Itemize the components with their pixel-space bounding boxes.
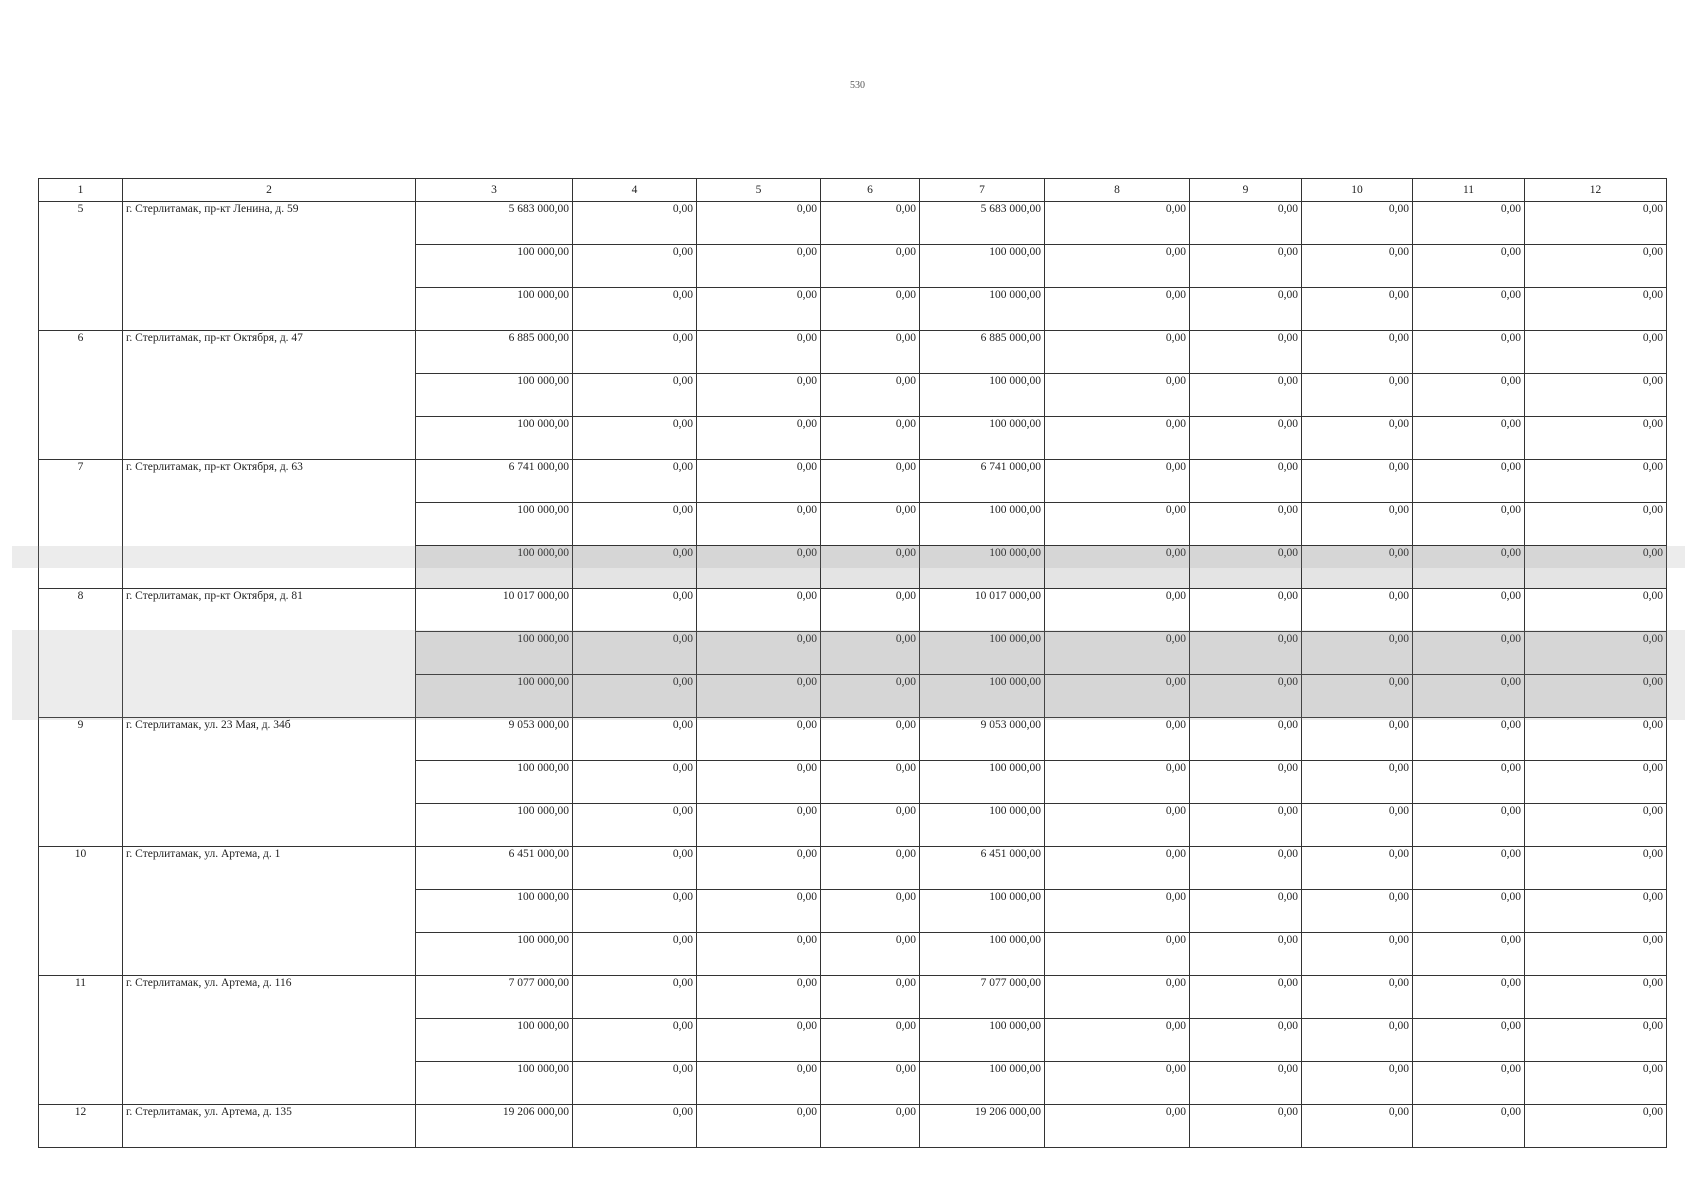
amount-cell: 0,00 <box>573 202 697 245</box>
amount-cell: 100 000,00 <box>920 890 1045 933</box>
amount-cell: 0,00 <box>1045 288 1190 331</box>
row-address: г. Стерлитамак, пр-кт Октября, д. 47 <box>123 331 416 460</box>
amount-cell: 100 000,00 <box>416 890 573 933</box>
amount-cell: 0,00 <box>1045 761 1190 804</box>
column-header-3: 3 <box>416 179 573 202</box>
amount-cell: 0,00 <box>1302 288 1413 331</box>
amount-cell: 100 000,00 <box>920 503 1045 546</box>
table-row <box>39 589 1667 632</box>
amount-cell: 0,00 <box>697 245 821 288</box>
amount-cell: 0,00 <box>1413 933 1525 976</box>
amount-cell: 0,00 <box>1525 890 1667 933</box>
amount-cell: 100 000,00 <box>416 1062 573 1105</box>
amount-cell: 0,00 <box>1190 847 1302 890</box>
amount-cell: 100 000,00 <box>920 546 1045 589</box>
amount-cell: 100 000,00 <box>416 288 573 331</box>
amount-cell: 0,00 <box>1413 245 1525 288</box>
amount-cell: 0,00 <box>697 546 821 589</box>
amount-cell: 0,00 <box>821 847 920 890</box>
amount-cell: 0,00 <box>1190 202 1302 245</box>
row-index: 11 <box>39 976 123 1105</box>
amount-cell: 0,00 <box>1302 245 1413 288</box>
column-header-5: 5 <box>697 179 821 202</box>
amount-cell: 0,00 <box>1525 589 1667 632</box>
column-header-4: 4 <box>573 179 697 202</box>
header-row <box>39 179 1667 202</box>
amount-cell: 19 206 000,00 <box>920 1105 1045 1148</box>
amount-cell: 0,00 <box>1302 847 1413 890</box>
amount-cell: 0,00 <box>1045 976 1190 1019</box>
amount-cell: 0,00 <box>697 847 821 890</box>
amount-cell: 0,00 <box>1525 976 1667 1019</box>
amount-cell: 0,00 <box>1190 417 1302 460</box>
amount-cell: 0,00 <box>1190 976 1302 1019</box>
amount-cell: 100 000,00 <box>920 1062 1045 1105</box>
amount-cell: 0,00 <box>573 847 697 890</box>
amount-cell: 0,00 <box>1190 1105 1302 1148</box>
amount-cell: 10 017 000,00 <box>416 589 573 632</box>
amount-cell: 0,00 <box>573 718 697 761</box>
amount-cell: 0,00 <box>1190 761 1302 804</box>
amount-cell: 100 000,00 <box>416 503 573 546</box>
amount-cell: 100 000,00 <box>416 761 573 804</box>
amount-cell: 6 885 000,00 <box>416 331 573 374</box>
amount-cell: 0,00 <box>573 976 697 1019</box>
amount-cell: 0,00 <box>1302 1019 1413 1062</box>
amount-cell: 0,00 <box>697 675 821 718</box>
row-address: г. Стерлитамак, ул. Артема, д. 135 <box>123 1105 416 1148</box>
amount-cell: 0,00 <box>573 761 697 804</box>
row-index: 12 <box>39 1105 123 1148</box>
amount-cell: 0,00 <box>1045 546 1190 589</box>
amount-cell: 0,00 <box>1302 417 1413 460</box>
amount-cell: 0,00 <box>573 804 697 847</box>
amount-cell: 5 683 000,00 <box>416 202 573 245</box>
amount-cell: 6 741 000,00 <box>416 460 573 503</box>
amount-cell: 0,00 <box>1190 1062 1302 1105</box>
amount-cell: 0,00 <box>1525 933 1667 976</box>
amount-cell: 0,00 <box>821 1019 920 1062</box>
amount-cell: 0,00 <box>697 589 821 632</box>
amount-cell: 0,00 <box>1190 331 1302 374</box>
amount-cell: 6 741 000,00 <box>920 460 1045 503</box>
amount-cell: 9 053 000,00 <box>920 718 1045 761</box>
column-header-7: 7 <box>920 179 1045 202</box>
amount-cell: 0,00 <box>1413 675 1525 718</box>
amount-cell: 0,00 <box>1525 761 1667 804</box>
amount-cell: 0,00 <box>1190 933 1302 976</box>
amount-cell: 0,00 <box>573 460 697 503</box>
table-row <box>39 202 1667 245</box>
amount-cell: 0,00 <box>1045 1062 1190 1105</box>
amount-cell: 0,00 <box>573 632 697 675</box>
amount-cell: 100 000,00 <box>920 804 1045 847</box>
amount-cell: 100 000,00 <box>920 675 1045 718</box>
amount-cell: 0,00 <box>1045 417 1190 460</box>
row-index: 7 <box>39 460 123 589</box>
amount-cell: 0,00 <box>1302 718 1413 761</box>
amount-cell: 0,00 <box>1045 460 1190 503</box>
amount-cell: 0,00 <box>821 589 920 632</box>
amount-cell: 0,00 <box>821 933 920 976</box>
amount-cell: 100 000,00 <box>416 804 573 847</box>
column-header-8: 8 <box>1045 179 1190 202</box>
amount-cell: 0,00 <box>1525 460 1667 503</box>
amount-cell: 0,00 <box>697 331 821 374</box>
amount-cell: 19 206 000,00 <box>416 1105 573 1148</box>
table-row <box>39 460 1667 503</box>
amount-cell: 0,00 <box>821 245 920 288</box>
table-row <box>39 1105 1667 1148</box>
amount-cell: 0,00 <box>1413 804 1525 847</box>
amount-cell: 0,00 <box>1302 503 1413 546</box>
amount-cell: 0,00 <box>1190 589 1302 632</box>
amount-cell: 0,00 <box>1413 589 1525 632</box>
amount-cell: 100 000,00 <box>920 632 1045 675</box>
amount-cell: 0,00 <box>573 374 697 417</box>
amount-cell: 0,00 <box>1302 460 1413 503</box>
table-row <box>39 718 1667 761</box>
amount-cell: 0,00 <box>1525 374 1667 417</box>
amount-cell: 0,00 <box>1413 1019 1525 1062</box>
amount-cell: 0,00 <box>1302 890 1413 933</box>
row-address: г. Стерлитамак, пр-кт Октября, д. 81 <box>123 589 416 718</box>
amount-cell: 0,00 <box>1302 804 1413 847</box>
amount-cell: 0,00 <box>1045 1019 1190 1062</box>
amount-cell: 0,00 <box>1525 1105 1667 1148</box>
amount-cell: 0,00 <box>821 761 920 804</box>
amount-cell: 0,00 <box>1190 546 1302 589</box>
amount-cell: 0,00 <box>1302 632 1413 675</box>
amount-cell: 0,00 <box>697 202 821 245</box>
amount-cell: 0,00 <box>573 1019 697 1062</box>
amount-cell: 0,00 <box>821 1105 920 1148</box>
amount-cell: 0,00 <box>573 675 697 718</box>
amount-cell: 0,00 <box>573 890 697 933</box>
amount-cell: 0,00 <box>821 417 920 460</box>
row-address: г. Стерлитамак, ул. Артема, д. 1 <box>123 847 416 976</box>
amount-cell: 0,00 <box>1045 1105 1190 1148</box>
budget-table-wrapper <box>38 178 1666 1148</box>
amount-cell: 6 451 000,00 <box>416 847 573 890</box>
amount-cell: 0,00 <box>821 804 920 847</box>
amount-cell: 0,00 <box>1302 976 1413 1019</box>
amount-cell: 0,00 <box>1302 1105 1413 1148</box>
amount-cell: 0,00 <box>697 460 821 503</box>
table-row <box>39 976 1667 1019</box>
amount-cell: 0,00 <box>697 933 821 976</box>
amount-cell: 0,00 <box>821 331 920 374</box>
amount-cell: 0,00 <box>573 546 697 589</box>
column-header-1: 1 <box>39 179 123 202</box>
row-address: г. Стерлитамак, ул. 23 Мая, д. 34б <box>123 718 416 847</box>
table-row <box>39 847 1667 890</box>
amount-cell: 0,00 <box>1413 202 1525 245</box>
amount-cell: 0,00 <box>1190 288 1302 331</box>
amount-cell: 0,00 <box>1190 718 1302 761</box>
amount-cell: 100 000,00 <box>920 1019 1045 1062</box>
amount-cell: 0,00 <box>573 589 697 632</box>
amount-cell: 0,00 <box>1525 546 1667 589</box>
amount-cell: 100 000,00 <box>416 1019 573 1062</box>
row-index: 9 <box>39 718 123 847</box>
table-row <box>39 331 1667 374</box>
amount-cell: 0,00 <box>1413 632 1525 675</box>
amount-cell: 100 000,00 <box>416 632 573 675</box>
amount-cell: 0,00 <box>697 632 821 675</box>
amount-cell: 0,00 <box>1413 460 1525 503</box>
amount-cell: 5 683 000,00 <box>920 202 1045 245</box>
amount-cell: 0,00 <box>1190 890 1302 933</box>
amount-cell: 0,00 <box>697 804 821 847</box>
amount-cell: 0,00 <box>1525 632 1667 675</box>
row-index: 6 <box>39 331 123 460</box>
amount-cell: 0,00 <box>1413 761 1525 804</box>
amount-cell: 6 451 000,00 <box>920 847 1045 890</box>
amount-cell: 0,00 <box>697 890 821 933</box>
amount-cell: 0,00 <box>1413 374 1525 417</box>
amount-cell: 0,00 <box>1302 331 1413 374</box>
column-header-2: 2 <box>123 179 416 202</box>
amount-cell: 0,00 <box>1302 589 1413 632</box>
amount-cell: 0,00 <box>1045 331 1190 374</box>
amount-cell: 0,00 <box>1525 1019 1667 1062</box>
amount-cell: 0,00 <box>821 632 920 675</box>
amount-cell: 0,00 <box>1190 632 1302 675</box>
amount-cell: 0,00 <box>821 202 920 245</box>
amount-cell: 100 000,00 <box>416 245 573 288</box>
amount-cell: 0,00 <box>697 1062 821 1105</box>
amount-cell: 0,00 <box>1525 1062 1667 1105</box>
amount-cell: 0,00 <box>1525 718 1667 761</box>
amount-cell: 0,00 <box>1045 933 1190 976</box>
amount-cell: 0,00 <box>1525 202 1667 245</box>
amount-cell: 0,00 <box>1190 374 1302 417</box>
amount-cell: 0,00 <box>1045 675 1190 718</box>
row-address: г. Стерлитамак, ул. Артема, д. 116 <box>123 976 416 1105</box>
amount-cell: 0,00 <box>821 1062 920 1105</box>
amount-cell: 0,00 <box>1413 1105 1525 1148</box>
amount-cell: 0,00 <box>1190 503 1302 546</box>
amount-cell: 0,00 <box>1045 503 1190 546</box>
amount-cell: 0,00 <box>821 718 920 761</box>
amount-cell: 100 000,00 <box>920 761 1045 804</box>
amount-cell: 7 077 000,00 <box>416 976 573 1019</box>
amount-cell: 0,00 <box>697 374 821 417</box>
amount-cell: 0,00 <box>1525 417 1667 460</box>
amount-cell: 0,00 <box>1302 933 1413 976</box>
amount-cell: 0,00 <box>697 976 821 1019</box>
amount-cell: 0,00 <box>697 761 821 804</box>
amount-cell: 0,00 <box>1045 847 1190 890</box>
amount-cell: 0,00 <box>1190 460 1302 503</box>
amount-cell: 0,00 <box>1525 503 1667 546</box>
amount-cell: 0,00 <box>1045 718 1190 761</box>
amount-cell: 100 000,00 <box>416 546 573 589</box>
amount-cell: 0,00 <box>1045 202 1190 245</box>
amount-cell: 0,00 <box>697 417 821 460</box>
amount-cell: 0,00 <box>573 288 697 331</box>
row-index: 8 <box>39 589 123 718</box>
amount-cell: 7 077 000,00 <box>920 976 1045 1019</box>
amount-cell: 0,00 <box>1413 503 1525 546</box>
amount-cell: 0,00 <box>1045 589 1190 632</box>
amount-cell: 0,00 <box>1045 632 1190 675</box>
budget-table <box>38 178 1667 1148</box>
amount-cell: 0,00 <box>1525 804 1667 847</box>
page-number: 530 <box>850 80 865 91</box>
amount-cell: 0,00 <box>1525 675 1667 718</box>
amount-cell: 0,00 <box>1302 1062 1413 1105</box>
amount-cell: 0,00 <box>1525 331 1667 374</box>
amount-cell: 0,00 <box>573 503 697 546</box>
amount-cell: 100 000,00 <box>416 933 573 976</box>
column-header-11: 11 <box>1413 179 1525 202</box>
amount-cell: 0,00 <box>1413 976 1525 1019</box>
amount-cell: 9 053 000,00 <box>416 718 573 761</box>
amount-cell: 0,00 <box>1413 546 1525 589</box>
row-index: 5 <box>39 202 123 331</box>
amount-cell: 0,00 <box>1413 331 1525 374</box>
amount-cell: 0,00 <box>1413 1062 1525 1105</box>
amount-cell: 0,00 <box>1413 890 1525 933</box>
row-address: г. Стерлитамак, пр-кт Октября, д. 63 <box>123 460 416 589</box>
amount-cell: 0,00 <box>1413 288 1525 331</box>
amount-cell: 0,00 <box>1302 202 1413 245</box>
row-index: 10 <box>39 847 123 976</box>
amount-cell: 0,00 <box>821 460 920 503</box>
amount-cell: 0,00 <box>573 933 697 976</box>
amount-cell: 0,00 <box>1413 847 1525 890</box>
amount-cell: 0,00 <box>1302 761 1413 804</box>
amount-cell: 0,00 <box>1190 804 1302 847</box>
amount-cell: 0,00 <box>697 503 821 546</box>
amount-cell: 0,00 <box>821 374 920 417</box>
amount-cell: 0,00 <box>697 288 821 331</box>
amount-cell: 0,00 <box>1045 374 1190 417</box>
column-header-10: 10 <box>1302 179 1413 202</box>
amount-cell: 100 000,00 <box>416 417 573 460</box>
amount-cell: 100 000,00 <box>416 374 573 417</box>
amount-cell: 100 000,00 <box>920 933 1045 976</box>
amount-cell: 0,00 <box>1302 374 1413 417</box>
amount-cell: 100 000,00 <box>920 417 1045 460</box>
amount-cell: 0,00 <box>1045 804 1190 847</box>
column-header-12: 12 <box>1525 179 1667 202</box>
amount-cell: 0,00 <box>1525 288 1667 331</box>
amount-cell: 0,00 <box>821 976 920 1019</box>
amount-cell: 0,00 <box>821 675 920 718</box>
row-address: г. Стерлитамак, пр-кт Ленина, д. 59 <box>123 202 416 331</box>
amount-cell: 0,00 <box>1190 1019 1302 1062</box>
amount-cell: 0,00 <box>573 417 697 460</box>
amount-cell: 0,00 <box>1302 546 1413 589</box>
amount-cell: 0,00 <box>573 1062 697 1105</box>
amount-cell: 10 017 000,00 <box>920 589 1045 632</box>
amount-cell: 0,00 <box>573 1105 697 1148</box>
amount-cell: 0,00 <box>1045 890 1190 933</box>
amount-cell: 0,00 <box>573 331 697 374</box>
column-header-6: 6 <box>821 179 920 202</box>
amount-cell: 0,00 <box>1413 718 1525 761</box>
amount-cell: 0,00 <box>1045 245 1190 288</box>
amount-cell: 0,00 <box>821 890 920 933</box>
amount-cell: 0,00 <box>1190 675 1302 718</box>
table-body <box>39 202 1667 1148</box>
amount-cell: 0,00 <box>697 1105 821 1148</box>
amount-cell: 0,00 <box>1525 245 1667 288</box>
amount-cell: 0,00 <box>1190 245 1302 288</box>
amount-cell: 100 000,00 <box>920 245 1045 288</box>
amount-cell: 0,00 <box>1413 417 1525 460</box>
amount-cell: 0,00 <box>821 546 920 589</box>
amount-cell: 0,00 <box>697 1019 821 1062</box>
amount-cell: 100 000,00 <box>920 288 1045 331</box>
amount-cell: 0,00 <box>1525 847 1667 890</box>
amount-cell: 0,00 <box>697 718 821 761</box>
amount-cell: 100 000,00 <box>416 675 573 718</box>
amount-cell: 0,00 <box>573 245 697 288</box>
column-header-9: 9 <box>1190 179 1302 202</box>
amount-cell: 6 885 000,00 <box>920 331 1045 374</box>
amount-cell: 0,00 <box>821 503 920 546</box>
amount-cell: 0,00 <box>1302 675 1413 718</box>
amount-cell: 0,00 <box>821 288 920 331</box>
amount-cell: 100 000,00 <box>920 374 1045 417</box>
